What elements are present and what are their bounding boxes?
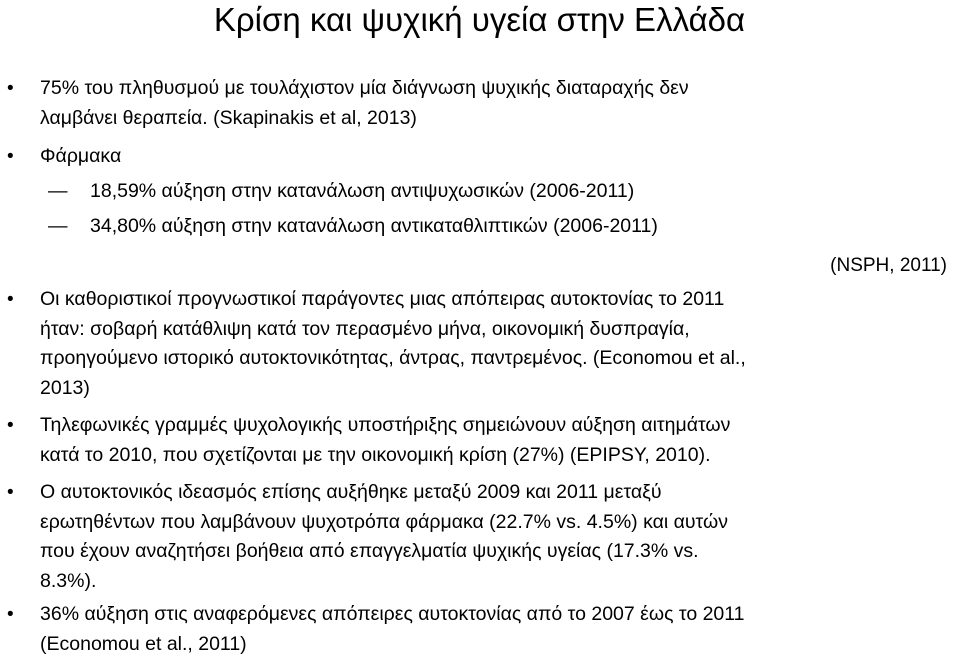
dash-marker: — (48, 215, 68, 237)
bullet-marker: • (7, 289, 14, 310)
bullet-line: (Economou et al., 2011) (40, 632, 247, 655)
bullet-line: 75% του πληθυσμού με τουλάχιστον μία διάγνωση ψυχικής διαταραχής δεν (40, 77, 689, 99)
bullet-line: Φάρμακα (40, 145, 122, 167)
source-citation-nsph: (NSPH, 2011) (830, 255, 947, 276)
bullet-line: ερωτηθέντων που λαμβάνουν ψυχοτρόπα φάρμακα (22.7% vs. 4.5%) και αυτών (40, 510, 728, 533)
bullet-item-helplines (7, 411, 950, 470)
bullet-item-untreated (7, 74, 950, 133)
sub-item-antidepressants (48, 212, 959, 242)
bullet-line: 36% αύξηση στις αναφερόμενες απόπειρες αυτοκτονίας από το 2007 έως το 2011 (40, 603, 745, 625)
bullet-marker: • (7, 415, 14, 436)
bullet-item-attempts (7, 600, 950, 659)
bullet-line: λαμβάνει θεραπεία. (Skapinakis et al, 2013) (40, 106, 417, 129)
dash-marker: — (48, 180, 68, 202)
bullet-line: 8.3%). (40, 569, 97, 592)
bullet-line: Ο αυτοκτονικός ιδεασμός επίσης αυξήθηκε μεταξύ 2009 και 2011 μεταξύ (40, 481, 662, 503)
bullet-line: προηγούμενο ιστορικό αυτοκτονικότητας, άντρας, παντρεμένος. (Economou et al., (40, 347, 746, 369)
bullet-item-predictors (7, 285, 950, 403)
sub-item-line: 18,59% αύξηση στην κατανάλωση αντιψυχωσικών (2006-2011) (90, 180, 635, 202)
bullet-line: 2013) (40, 376, 90, 399)
bullet-item-drugs (7, 142, 950, 172)
bullet-line: κατά το 2010, που σχετίζονται με την οικονομική κρίση (27%) (EPIPSY, 2010). (40, 443, 711, 466)
bullet-marker: • (7, 78, 14, 99)
bullet-marker: • (7, 146, 14, 167)
bullet-marker: • (7, 604, 14, 625)
sub-item-line: 34,80% αύξηση στην κατανάλωση αντικαταθλιπτικών (2006-2011) (90, 215, 658, 237)
bullet-line: Τηλεφωνικές γραμμές ψυχολογικής υποστήριξης σημειώνουν αύξηση αιτημάτων (40, 414, 731, 436)
slide-title: Κρίση και ψυχική υγεία στην Ελλάδα (213, 1, 746, 38)
bullet-marker: • (7, 482, 14, 503)
bullet-line: ήταν: σοβαρή κατάθλιψη κατά τον περασμένο μήνα, οικονομική δυσπραγία, (40, 317, 690, 340)
bullet-line: που έχουν αναζητήσει βοήθεια από επαγγελματία ψυχικής υγείας (17.3% vs. (40, 540, 699, 562)
bullet-line: Οι καθοριστικοί προγνωστικοί παράγοντες μιας απόπειρας αυτοκτονίας το 2011 (40, 288, 725, 310)
bullet-item-ideation (7, 478, 950, 596)
sub-item-antipsychotics (48, 177, 959, 207)
